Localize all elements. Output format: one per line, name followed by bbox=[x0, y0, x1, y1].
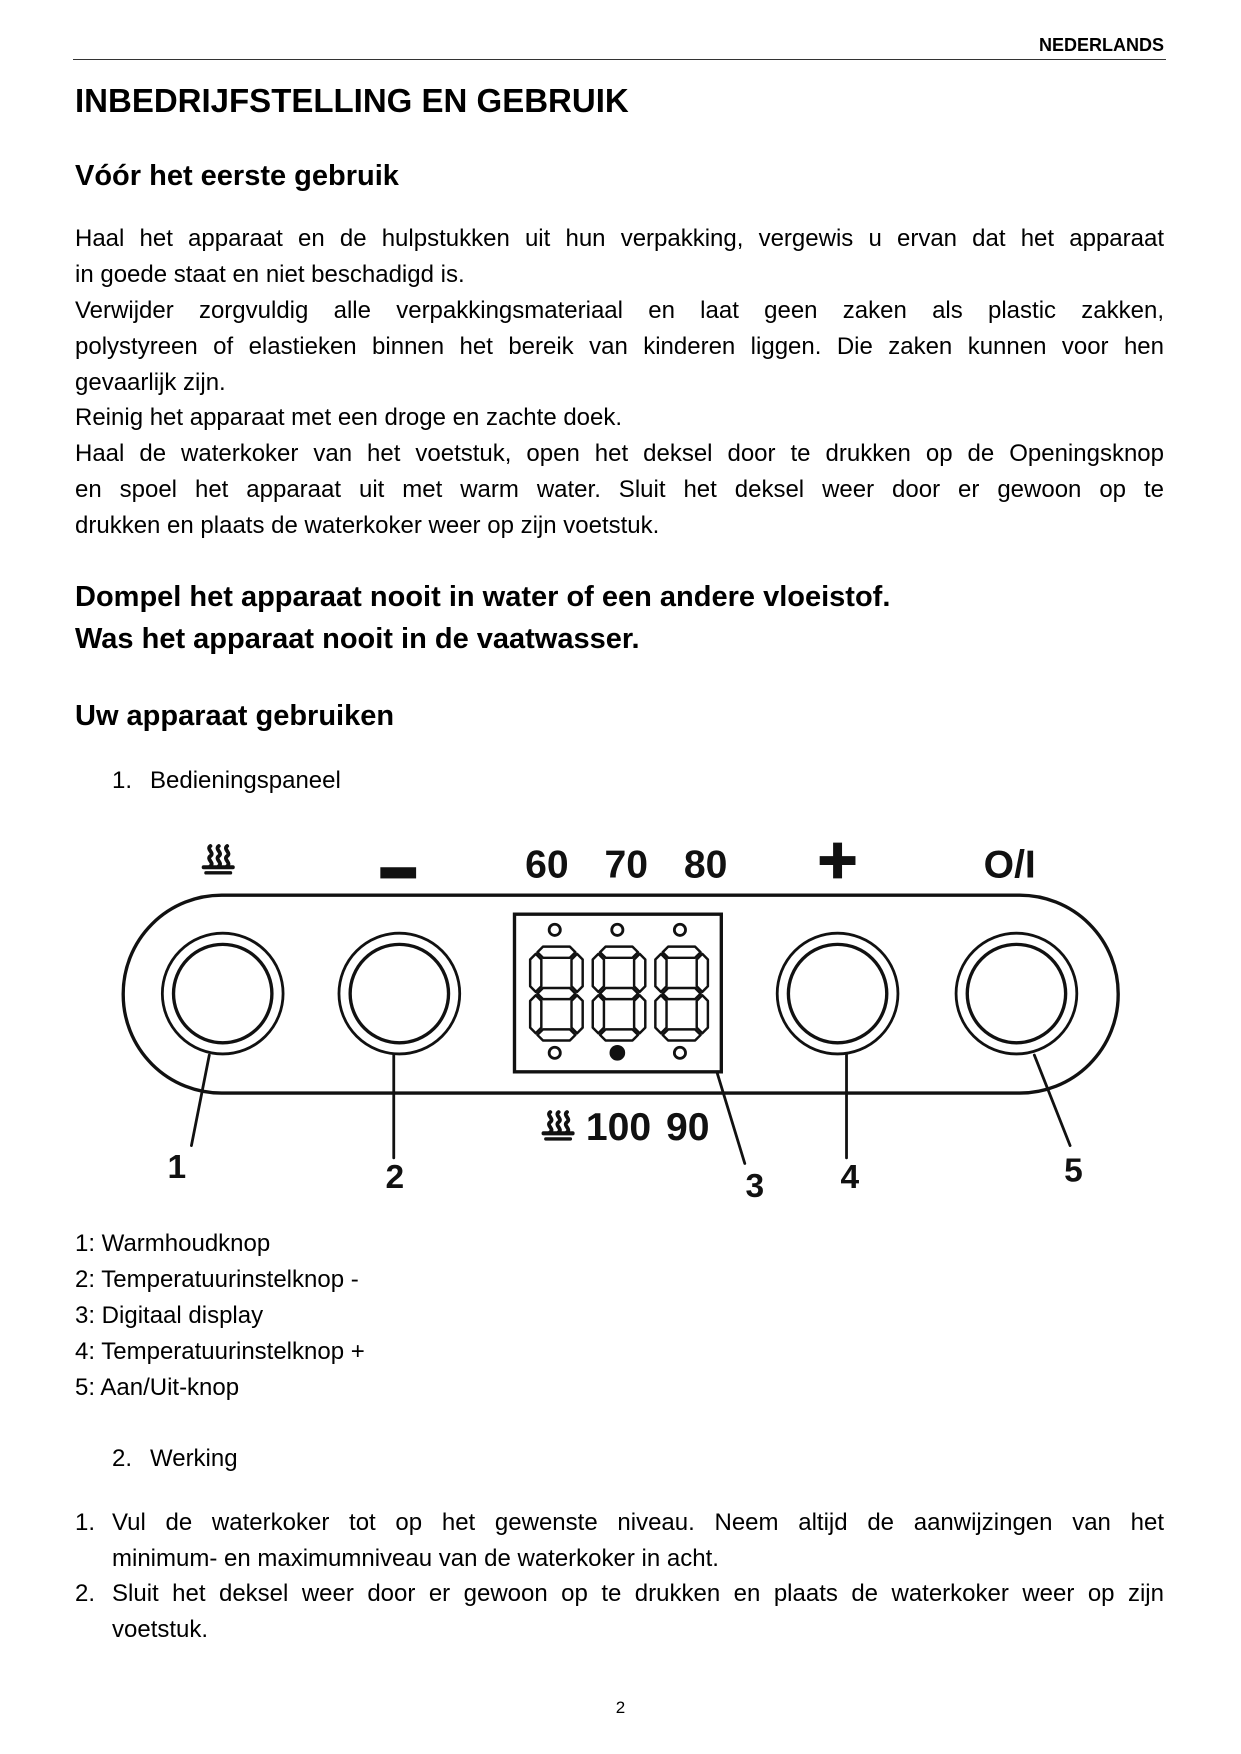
page-number: 2 bbox=[615, 1698, 626, 1717]
list-item bbox=[75, 1505, 1164, 1577]
header-rule bbox=[73, 59, 1166, 60]
temp-label-100: 100 bbox=[585, 1106, 651, 1150]
step-text bbox=[112, 1576, 1164, 1648]
control-panel-legend bbox=[75, 1226, 1164, 1405]
using-heading: Uw apparaat gebruiken bbox=[75, 699, 395, 732]
paragraph-line: Verwijder zorgvuldig alle verpakkingsmateriaal en laat geen zaken als plastic zakken, bbox=[75, 296, 1164, 324]
display-segment-c bbox=[571, 996, 582, 1034]
display-segment-c bbox=[697, 996, 708, 1034]
list-item bbox=[75, 1576, 1164, 1648]
section-title: Bedieningspaneel bbox=[150, 766, 341, 794]
steam-icon bbox=[204, 846, 233, 873]
before-first-use-text bbox=[75, 221, 1164, 543]
step-number: 1. bbox=[75, 1508, 96, 1536]
steam-icon bbox=[543, 1112, 572, 1139]
indicator-dot-70 bbox=[612, 925, 623, 936]
step-number: 2. bbox=[75, 1580, 96, 1608]
legend-item: 4: Temperatuurinstelknop + bbox=[75, 1337, 365, 1365]
paragraph-line: en spoel het apparaat uit met warm water. Sluit het deksel weer door er gewoon op te bbox=[75, 475, 1164, 503]
display-segment-g bbox=[662, 988, 700, 999]
callout-number-5: 5 bbox=[1063, 1152, 1083, 1190]
display-segment-b bbox=[697, 954, 708, 992]
legend-item: 2: Temperatuurinstelknop - bbox=[75, 1266, 359, 1294]
section-operation bbox=[112, 1441, 238, 1477]
plus-icon bbox=[819, 843, 855, 879]
temperature-up-button bbox=[777, 934, 898, 1055]
indicator-dot-90 bbox=[674, 1048, 685, 1059]
section-number: 1. bbox=[112, 766, 133, 794]
paragraph-line: polystyreen of elastieken binnen het bereik van kinderen liggen. Die zaken kunnen voor hen bbox=[75, 332, 1164, 360]
display-segment-d bbox=[600, 1030, 638, 1041]
paragraph-line: drukken en plaats de waterkoker weer op zijn voetstuk. bbox=[75, 511, 660, 539]
minus-icon bbox=[380, 868, 416, 879]
temperature-down-button bbox=[339, 934, 460, 1055]
control-panel-diagram bbox=[112, 827, 1129, 1213]
power-button bbox=[956, 934, 1077, 1055]
legend-item: 1: Warmhoudknop bbox=[75, 1230, 271, 1258]
callout-number-3: 3 bbox=[745, 1168, 764, 1206]
section-title: Werking bbox=[150, 1445, 238, 1473]
display-segment-b bbox=[571, 954, 582, 992]
step-line: voetstuk. bbox=[112, 1616, 209, 1644]
step-line: Sluit het deksel weer door er gewoon op te drukken en plaats de waterkoker weer op zijn bbox=[112, 1580, 1164, 1608]
temp-label-80: 80 bbox=[683, 843, 728, 887]
display-segment-e bbox=[593, 996, 604, 1034]
indicator-dot-80 bbox=[674, 925, 685, 936]
warning-line: Was het apparaat nooit in de vaatwasser. bbox=[75, 622, 640, 655]
temp-label-60: 60 bbox=[524, 843, 569, 887]
display-segment-g bbox=[537, 988, 575, 999]
step-line: Vul de waterkoker tot op het gewenste niveau. Neem altijd de aanwijzingen van het bbox=[112, 1508, 1164, 1536]
display-segment-g bbox=[600, 988, 638, 999]
digital-display bbox=[514, 914, 721, 1072]
step-text bbox=[112, 1505, 1164, 1577]
callout-number-4: 4 bbox=[840, 1159, 859, 1197]
legend-item: 3: Digitaal display bbox=[75, 1301, 264, 1329]
temp-label-70: 70 bbox=[604, 843, 648, 887]
section-number: 2. bbox=[112, 1445, 133, 1473]
display-segment-f bbox=[655, 954, 666, 992]
indicator-dot-60 bbox=[549, 925, 560, 936]
keep-warm-button bbox=[162, 934, 283, 1055]
display-segment-a bbox=[600, 947, 638, 958]
indicator-dot-keep-warm bbox=[549, 1048, 560, 1059]
paragraph-line: in goede staat en niet beschadigd is. bbox=[75, 261, 465, 289]
display-segment-d bbox=[662, 1030, 700, 1041]
display-segment-e bbox=[530, 996, 541, 1034]
power-label: O/I bbox=[983, 843, 1036, 887]
paragraph-line: Reinig het apparaat met een droge en zachte doek. bbox=[75, 404, 623, 432]
callout-number-2: 2 bbox=[385, 1159, 404, 1197]
temp-label-90: 90 bbox=[665, 1106, 710, 1150]
display-segment-f bbox=[530, 954, 541, 992]
legend-item: 5: Aan/Uit-knop bbox=[75, 1373, 240, 1401]
display-segment-c bbox=[634, 996, 645, 1034]
paragraph-line: gevaarlijk zijn. bbox=[75, 368, 226, 396]
safety-warnings bbox=[75, 577, 1164, 660]
section-control-panel bbox=[112, 763, 341, 799]
before-first-use-heading: Vóór het eerste gebruik bbox=[75, 159, 399, 192]
paragraph-line: Haal de waterkoker van het voetstuk, open het deksel door te drukken op de Openingsknop bbox=[75, 440, 1164, 468]
display-segment-d bbox=[537, 1030, 575, 1041]
display-segment-a bbox=[662, 947, 700, 958]
display-segment-b bbox=[634, 954, 645, 992]
display-segment-a bbox=[537, 947, 575, 958]
display-segment-e bbox=[655, 996, 666, 1034]
language-header: NEDERLANDS bbox=[1038, 35, 1164, 55]
step-line: minimum- en maximumniveau van de waterkoker in acht. bbox=[112, 1544, 719, 1572]
page-title: INBEDRIJFSTELLING EN GEBRUIK bbox=[75, 82, 629, 119]
display-segment-f bbox=[593, 954, 604, 992]
warning-line: Dompel het apparaat nooit in water of een andere vloeistof. bbox=[75, 581, 891, 614]
indicator-dot-100 bbox=[609, 1045, 625, 1061]
callout-number-1: 1 bbox=[167, 1149, 186, 1187]
paragraph-line: Haal het apparaat en de hulpstukken uit hun verpakking, vergewis u ervan dat het apparaat bbox=[75, 225, 1164, 253]
